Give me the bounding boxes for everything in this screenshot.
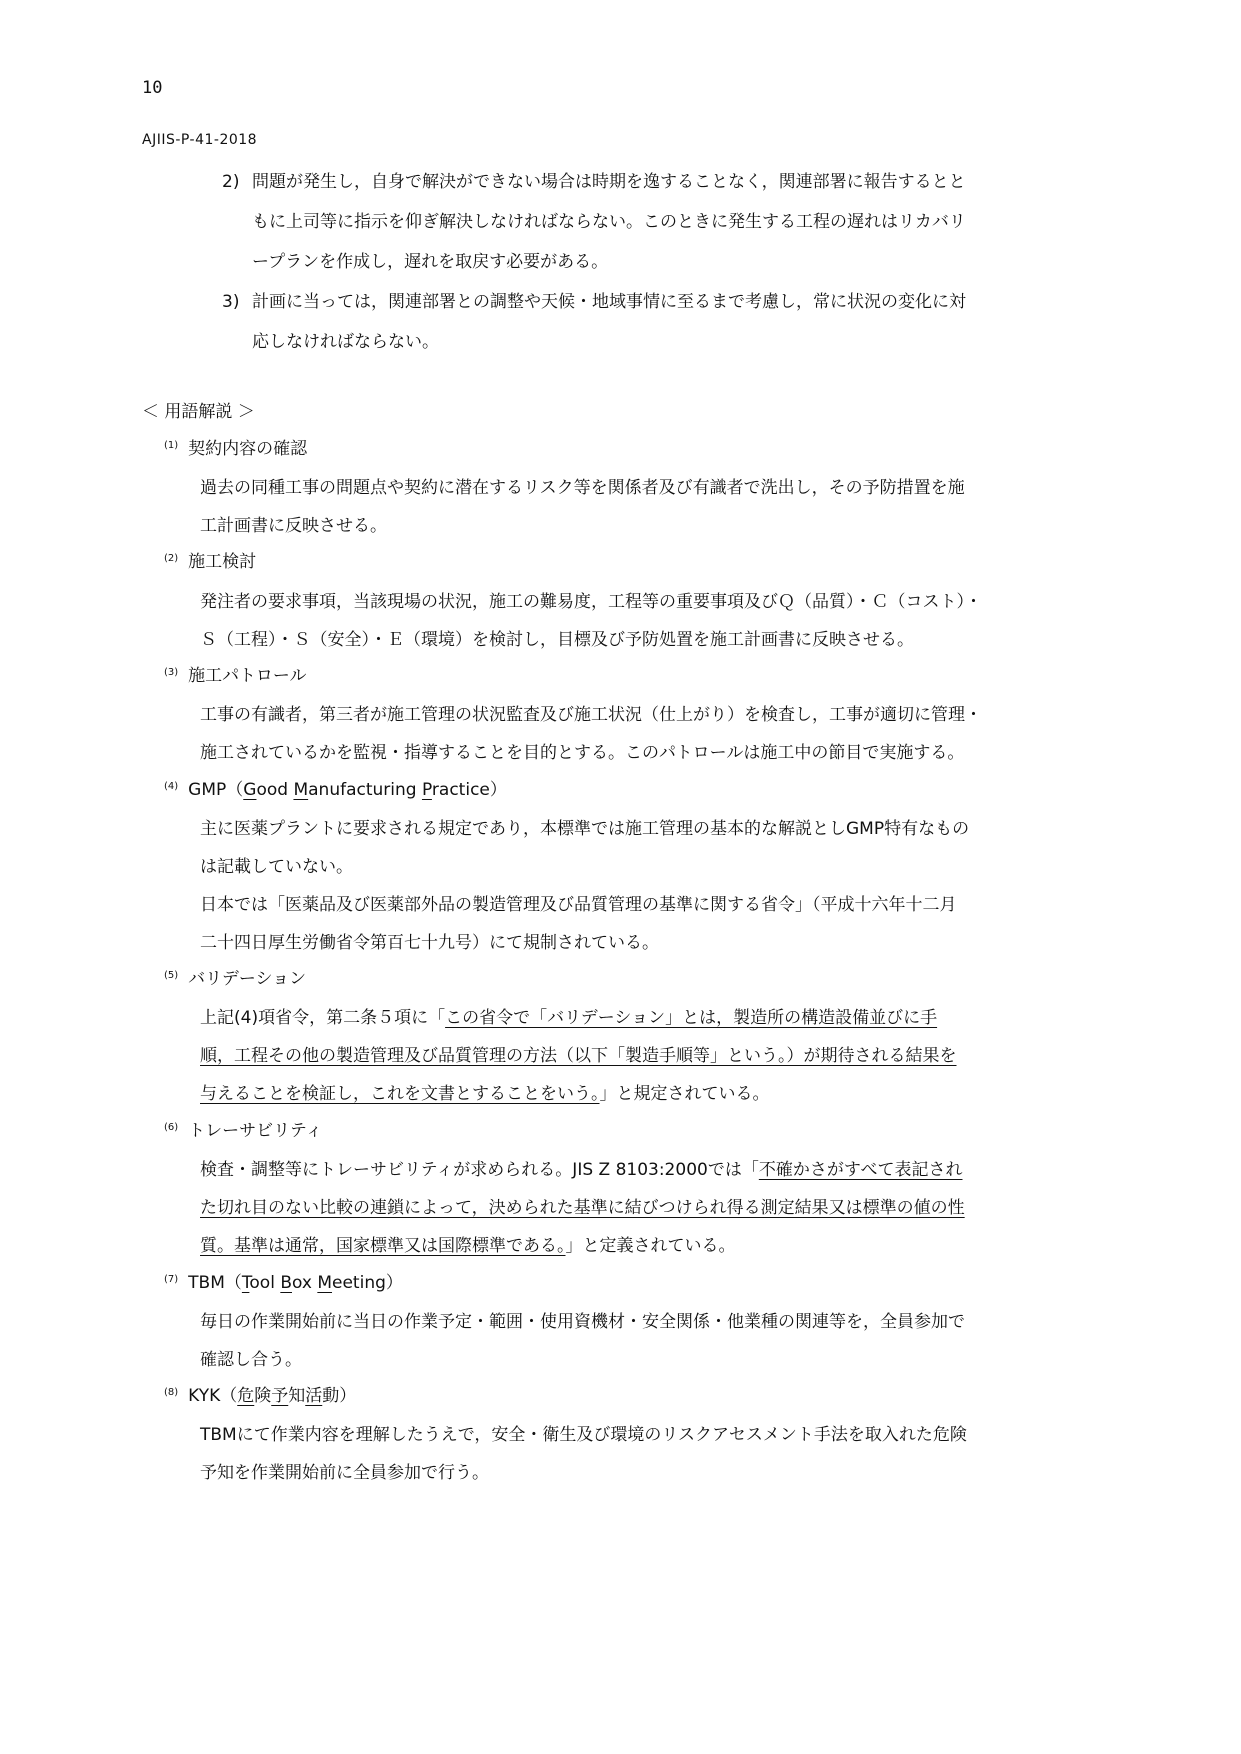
term-7-line-1: 毎日の作業開始前に当日の作業予定・範囲・使用資機材・安全関係・他業種の関連等を，全員参加で bbox=[200, 1312, 965, 1332]
term-3-line-1: 工事の有識者，第三者が施工管理の状況監査及び施工状況（仕上がり）を検査し，工事が適切に管理・ bbox=[200, 705, 982, 725]
term-3-title bbox=[164, 664, 307, 691]
page-number: 10 bbox=[142, 78, 163, 98]
term-2-line-1: 発注者の要求事項，当該現場の状況，施工の難易度，工程等の重要事項及びＱ（品質）・Ｃ（コスト）・ bbox=[200, 592, 982, 612]
term-5-line-2 bbox=[200, 1044, 957, 1068]
term-7-number: (7) bbox=[164, 1274, 179, 1285]
term-1-number: (1) bbox=[164, 440, 179, 451]
term-6-line-1-pre: 検査・調整等にトレーサビリティが求められる。JIS Z 8103:2000では「 bbox=[200, 1160, 759, 1180]
term-2-number: (2) bbox=[164, 553, 179, 564]
item-2-line-3: ープランを作成し，遅れを取戻す必要がある。 bbox=[252, 252, 609, 272]
term-7-title bbox=[164, 1271, 403, 1298]
term-7-title-initial: B bbox=[280, 1273, 292, 1293]
term-7-line-2: 確認し合う。 bbox=[200, 1350, 302, 1370]
term-8-title-initial: 予 bbox=[271, 1386, 289, 1406]
term-6-title-text: トレーサビリティ bbox=[188, 1121, 323, 1141]
item-3-line-2: 応しなければならない。 bbox=[252, 332, 439, 352]
term-8-title-part: 動） bbox=[322, 1386, 357, 1406]
term-1-line-2: 工計画書に反映させる。 bbox=[200, 516, 387, 536]
term-2-title-text: 施工検討 bbox=[188, 552, 257, 572]
term-2-title bbox=[164, 550, 256, 577]
term-4-title-part: ood bbox=[256, 780, 294, 800]
term-8-title-initial: 危 bbox=[237, 1386, 255, 1406]
term-8-line-2: 予知を作業開始前に全員参加で行う。 bbox=[200, 1463, 489, 1483]
term-3-line-2: 施工されているかを監視・指導することを目的とする。このパトロールは施工中の節目で実施する。 bbox=[200, 743, 965, 763]
item-3-number: 3) bbox=[222, 292, 240, 312]
term-6-line-3 bbox=[200, 1234, 736, 1258]
term-4-title-initial: P bbox=[421, 780, 432, 800]
term-8-title bbox=[164, 1384, 356, 1411]
term-7-title-part: ox bbox=[292, 1273, 318, 1293]
term-5-line-1 bbox=[200, 1006, 937, 1030]
term-5-quote-1: この省令で「バリデーション」とは，製造所の構造設備並びに手 bbox=[445, 1008, 938, 1028]
term-6-number: (6) bbox=[164, 1122, 179, 1133]
term-6-quote-2: た切れ目のない比較の連鎖によって，決められた基準に結びつけられ得る測定結果又は標準の値の性 bbox=[200, 1198, 965, 1218]
term-2-line-2: Ｓ（工程）・Ｓ（安全）・Ｅ（環境）を検討し，目標及び予防処置を施工計画書に反映させる。 bbox=[200, 630, 914, 650]
term-5-line-3 bbox=[200, 1082, 770, 1106]
term-6-line-3-post: 」と定義されている。 bbox=[565, 1236, 736, 1256]
term-5-number: (5) bbox=[164, 970, 179, 981]
term-4-line-4: 二十四日厚生労働省令第百七十九号）にて規制されている。 bbox=[200, 933, 659, 953]
term-7-title-part: eeting） bbox=[332, 1273, 403, 1293]
term-3-title-text: 施工パトロール bbox=[188, 666, 307, 686]
term-7-title-initial: T bbox=[241, 1273, 250, 1293]
term-4-line-2: は記載していない。 bbox=[200, 857, 353, 877]
term-5-quote-3: 与えることを検証し，これを文書とすることをいう。 bbox=[200, 1084, 600, 1104]
item-2-number: 2) bbox=[222, 172, 240, 192]
term-5-line-1-pre: 上記(4)項省令，第二条５項に「 bbox=[200, 1008, 446, 1028]
term-8-title-initial: 活 bbox=[305, 1386, 323, 1406]
term-6-title bbox=[164, 1119, 322, 1146]
term-4-number: (4) bbox=[164, 781, 179, 792]
term-7-title-part: TBM（ bbox=[188, 1273, 242, 1293]
document-code: AJIIS-P-41-2018 bbox=[142, 132, 258, 148]
term-4-title-initial: G bbox=[243, 780, 257, 800]
term-4-title-part: GMP（ bbox=[188, 780, 244, 800]
item-2-line-1: 問題が発生し，自身で解決ができない場合は時期を逸することなく，関連部署に報告するとと bbox=[252, 172, 966, 192]
term-6-line-1 bbox=[200, 1158, 963, 1182]
term-4-title-part: ractice） bbox=[431, 780, 507, 800]
term-8-line-1: TBMにて作業内容を理解したうえで，安全・衛生及び環境のリスクアセスメント手法を取入れた危険 bbox=[200, 1425, 967, 1445]
term-1-title-text: 契約内容の確認 bbox=[188, 439, 308, 459]
term-1-line-1: 過去の同種工事の問題点や契約に潜在するリスク等を関係者及び有識者で洗出し，その予防措置を施 bbox=[200, 478, 965, 498]
term-4-line-3: 日本では「医薬品及び医薬部外品の製造管理及び品質管理の基準に関する省令」（平成十六年十二月 bbox=[200, 895, 957, 915]
term-3-number: (3) bbox=[164, 667, 179, 678]
item-2-line-2: もに上司等に指示を仰ぎ解決しなければならない。このときに発生する工程の遅れはリカバリ bbox=[252, 212, 966, 232]
term-8-number: (8) bbox=[164, 1387, 179, 1398]
term-8-title-part: 険 bbox=[254, 1386, 272, 1406]
term-8-title-part: KYK（ bbox=[188, 1386, 238, 1406]
term-5-line-3-post: 」と規定されている。 bbox=[599, 1084, 770, 1104]
term-1-title bbox=[164, 437, 307, 464]
item-3-line-1: 計画に当っては，関連部署との調整や天候・地域事情に至るまで考慮し，常に状況の変化に対 bbox=[252, 292, 966, 312]
term-5-title bbox=[164, 967, 306, 994]
term-6-quote-3: 質。基準は通常，国家標準又は国際標準である。 bbox=[200, 1236, 566, 1256]
term-6-quote-1: 不確かさがすべて表記され bbox=[758, 1160, 963, 1180]
term-5-title-text: バリデーション bbox=[188, 969, 307, 989]
term-5-quote-2: 順，工程その他の製造管理及び品質管理の方法（以下「製造手順等」という。）が期待される結果を bbox=[200, 1046, 957, 1066]
term-4-line-1: 主に医薬プラントに要求される規定であり，本標準では施工管理の基本的な解説としGMP特有なもの bbox=[200, 819, 970, 839]
term-4-title bbox=[164, 778, 507, 805]
glossary-heading: ＜ 用語解説 ＞ bbox=[142, 402, 255, 422]
term-7-title-initial: M bbox=[317, 1273, 333, 1293]
term-8-title-part: 知 bbox=[288, 1386, 306, 1406]
term-4-title-initial: M bbox=[293, 780, 309, 800]
term-4-title-part: anufacturing bbox=[308, 780, 422, 800]
term-7-title-part: ool bbox=[249, 1273, 281, 1293]
term-6-line-2 bbox=[200, 1196, 965, 1220]
